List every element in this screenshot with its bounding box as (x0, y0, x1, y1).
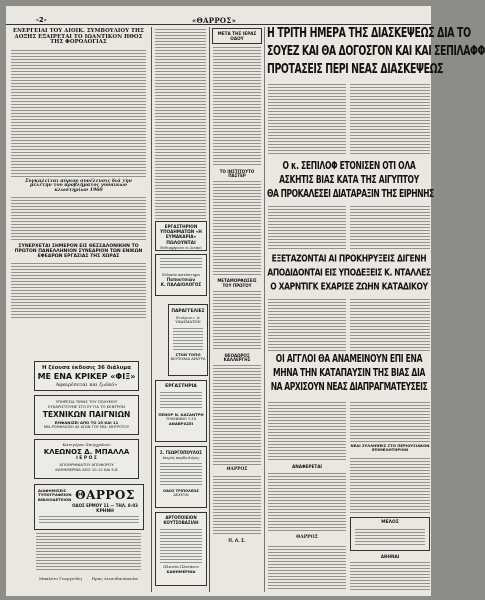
ad-text: ΟΔΟΣ ΤΡΙΠΟΛΕΩΣ (163, 489, 199, 493)
ad-fine-print (39, 516, 139, 525)
article-text (350, 562, 430, 590)
article-text (268, 546, 346, 590)
column-rule (151, 27, 152, 592)
ad-text: ΒΙΟΤΕΧΝΙΑ ΔΕΝΤΡΑ (170, 356, 206, 361)
third-subhead: ΜΕΤΑΜΟΡΦΩΣΕΙΣ ΤΟΥ ΠΡΩΤΟΥ (217, 278, 257, 288)
headline: ΑΣΚΗΤΙΣ ΒΙΑΣ ΚΑΤΑ ΤΗΣ ΑΙΓΥΠΤΟΥ (279, 173, 419, 186)
ad-fine-print (355, 529, 425, 545)
ad-text: ΠΕΝΟΡ Ν. ΚΑΣΑΝΤΡΗ (158, 412, 204, 417)
third-subhead: ΘΑΡΡΟΣ (226, 467, 248, 473)
ad-title: Κ. ΠΑΛΑΙΟΛΟΓΟΣ (160, 282, 202, 287)
main-headline: ΣΟΥΕΖ ΚΑΙ ΘΑ ΔΟΓΟΣΓΟΝ ΚΑΙ ΚΑΙ ΣΕΠΙΛΑΦΦ (267, 43, 485, 60)
left-subhead-2: ΣΥΝΕΡΧΕΤΑΙ ΣΗΜΕΡΟΝ ΕΙΣ ΘΕΣΣΑΛΟΝΙΚΗΝ ΤΟ ΠΡΩΤΟΝ ΠΑΝΕΛΛΗΝΙΟΝ ΣΥΝΕΔΡΙΟΝ ΤΩΝ ΕΝΙΚΩΝ ΕΦΕΔΡΩΝ ΕΡΓΑΣΙΑΣ ΤΗΣ ΧΩΡΑΣ (14, 244, 143, 259)
right-subhead: ΑΝΑΦΕΡΕΤΑΙ (292, 464, 322, 469)
article-text (213, 291, 261, 351)
ad-text: Ειδικόν κατάστημα (162, 272, 200, 277)
footer-text: Μπαλέτο Γεωργούλη Ώρας Λεωνιδαιόπουλα (39, 576, 138, 581)
ad-text: ΣΤΟΝ ΤΟΠΟ (175, 351, 201, 357)
ad-title: ΠΑΡΑΓΓΕΛΙΕΣ (171, 309, 205, 314)
article-text (11, 50, 146, 177)
ad-title: ΘΑΡΡΟΣ (75, 488, 135, 502)
notice-title: ΜΕΛΟΣ (381, 520, 399, 525)
notice-box (350, 517, 430, 551)
ad-fine-print (160, 258, 202, 270)
ad-title: Σ. ΓΕΩΡΓΟΠΟΥΛΟΣ (159, 450, 203, 455)
right-subhead: ΝΕΑΙ ΣΥΛΛΗΨΕΙΣ ΣΤΟ ΠΕΡΙΟΥΣΙΑΚΟΝ ΕΠΙΜΕΛΗΤΗΡΙΟΝ (350, 443, 430, 452)
article-text (350, 299, 430, 351)
page-header (6, 6, 431, 25)
article-text (350, 84, 430, 156)
ad-text: Παπουτσιών (166, 277, 196, 282)
article-text (350, 206, 430, 250)
ad-box (34, 484, 144, 530)
article-text (268, 299, 346, 351)
ad-title: ΤΕΧΝΙΚΩΝ ΠΑΙΓΝΙΩΝ (42, 410, 131, 419)
headline: ΕΞΕΤΑΖΟΝΤΑΙ ΑΙ ΠΡΟΚΗΡΥΞΕΙΣ ΔΙΓΕΝΗ (271, 252, 427, 265)
ad-box (155, 380, 207, 442)
ad-fine-print (160, 392, 202, 410)
ad-box (168, 304, 208, 376)
column-rule (209, 27, 210, 592)
ad-title: ΜΕ ΕΝΑ ΚΡΙΚΕΡ «ΦΙΞ» (37, 372, 136, 381)
page-number: -2- (36, 16, 47, 24)
ad-text: ΑΝΑΒΡΑΣΕΙ (168, 421, 194, 426)
article-text (350, 458, 430, 513)
ad-text: ΚΡΗΝΗ (96, 509, 114, 514)
ad-box (155, 446, 207, 508)
article-text (268, 206, 346, 250)
headline: ΘΑ ΠΡΟΚΑΛΕΣΕΙ ΔΙΑΤΑΡΑΞΙΝ ΤΗΣ ΕΙΡΗΝΗΣ (267, 187, 434, 200)
ad-text: ΤΗΛΕΦΩΝΟ 7-20 (165, 417, 197, 421)
left-subhead-1: Συγκαλείται αύριον συνέλευσις διά την μελέτην του προβλήματος γυναικών κλωστηρίων 1960 (25, 178, 132, 194)
headline: Ο κ. ΣΕΠΙΛΟΦ ΕΤΟΝΙΣΕΝ ΟΤΙ ΟΛΑ (282, 159, 416, 172)
article-text (350, 402, 430, 442)
ad-fine-print (160, 463, 202, 487)
ad-text: Αφαιρέσεται και ζωϊκό» (55, 382, 118, 388)
ad-text: ΕΜΦΑΝΙΖΕΙ ΑΠΟ ΤΟ 10 ΚΑΙ 11 (54, 420, 119, 425)
ad-text: ΑΓΙΟΘΡΗΝΙΑΤΟΥ ΑΠΟΦΟΡΟΥ (59, 462, 114, 467)
article-text (268, 84, 346, 156)
headline: ΟΙ ΑΓΓΛΟΙ ΘΑ ΑΝΑΜΕΙΝΟΥΝ ΕΠΙ ΕΝΑ (275, 352, 423, 365)
ad-text: ΕΥΧΑΡΙΣΤΟΥΜΕ ΣΤΟ ΕΥ ΓΙΑ ΤΟ ΚΕΝΤΡΟΝ (48, 404, 125, 409)
left-headline: ΕΝΕΡΓΕΙΑΙ ΤΟΥ ΔΙΟΙΚ. ΣΥΜΒΟΥΛΙΟΥ ΤΗΣ ΔΟΞΗΣ ΕΞΑΙΡΕΤΑΙ ΤΟ ΙΩΑΝΤΙΚΟΝ ΗΘΟΣ ΤΗΣ ΦΟΡΟΛΟΓΙΑΣ (12, 28, 145, 46)
third-subhead: ΘΕΟΔΩΡΟΣ ΚΑΛΛΕΡΓΗΣ (223, 352, 251, 362)
headline: ΜΗΝΑ ΤΗΝ ΚΑΤΑΠΑΥΣΙΝ ΤΗΣ ΒΙΑΣ ΔΙΑ (273, 366, 425, 379)
masthead: «ΘΑΡΡΟΣ» (192, 16, 237, 25)
ad-box (155, 512, 207, 586)
article-text (213, 476, 261, 536)
article-text (213, 365, 261, 465)
article-text (11, 263, 146, 319)
article-text (11, 197, 146, 242)
ad-box (34, 439, 139, 479)
ad-text: Η ζέουσα έκδοσις 36 διάλυμα (42, 365, 131, 371)
ad-title: ΑΡΤΟΠΟΙΕΙΟΝ ΚΟΥΤΣΟΒΑΣΙΛΗ (163, 515, 199, 525)
ad-text: Ιατρός καρδιολόγος (162, 456, 200, 460)
article-text (213, 181, 261, 276)
right-subhead: ΘΑΡΡΟΣ (296, 535, 318, 540)
ad-text: Ενδιαφέρουν οι λοιποί (160, 246, 202, 251)
ad-fine-print (173, 328, 203, 350)
ad-box (34, 395, 139, 435)
ad-text: Κατεγόρου Σπυγχρόνου (62, 442, 111, 447)
ad-box (34, 361, 139, 391)
article-text (268, 402, 346, 462)
ad-text: ΥΠΗΡΕΣΙΑ ΤΙΜΗΣ ΤΟΥ ΠΟΛΥΜΟΥ (55, 399, 118, 404)
headline: Ο ΧΑΡΝΤΙΓΚ ΕΧΑΡΙΣΕ ΖΩΗΝ ΚΑΤΑΔΙΚΟΥ (270, 280, 428, 293)
ad-text: Ετοίμων ι. & ΥΦΑΣΜΑΤΩΝ (175, 316, 201, 325)
ad-text: ΚΑΘΗΜΕΡΙΝΑ ΑΠΟ 10-12 ΚΑΙ 5-8 (55, 467, 118, 472)
main-headline: Η ΤΡΙΤΗ ΗΜΕΡΑ ΤΗΣ ΔΙΑΣΚΕΨΕΩΣ ΔΙΑ ΤΟ (267, 25, 471, 42)
article-text (155, 29, 206, 219)
ad-text: Πλατεία Πλατάνου (163, 564, 199, 569)
ad-text: ΔΕΧΕΤΑΙ (173, 493, 189, 497)
ad-text: ΠΩΛΟΥΝΤΑΙ (166, 241, 196, 247)
third-footer: Π. Λ. Σ. (228, 537, 246, 543)
ad-box (155, 221, 207, 251)
ad-text: ΚΑΘΗΜΕΡΙΝΑ (166, 568, 196, 574)
headline: ΑΠΟΔΙΔΟΝΤΑΙ ΕΙΣ ΥΠΟΔΕΞΕΙΣ Κ. ΝΤΑΛΛΕΣ (267, 266, 431, 279)
newspaper-page (6, 6, 485, 596)
headline-block-4 (267, 353, 431, 399)
ad-box (155, 254, 207, 296)
article-text (268, 473, 346, 533)
headline: ΝΑ ΑΡΧΙΣΟΥΝ ΝΕΑΣ ΔΙΑΠΡΑΓΜΑΤΕΥΣΕΙΣ (270, 380, 428, 393)
article-text (36, 533, 141, 571)
third-column (211, 27, 263, 592)
headline-block-3 (267, 253, 431, 297)
column-rule (264, 27, 265, 592)
ad-title: ΕΡΓΑΣΤΗΡΙΟΝ ΥΠΟΔΗΜΑΤΩΝ «Η ΕΥΜΑΚΑΡΙΑ» (160, 224, 202, 239)
ad-text: ΜΙΧ.ΡΟΜΗΛΙΟΣΗ 40 ΑΓΩΝ ΤΟΥ ΜΙΧ. ΜΗΤΡΟΤΟΥ (43, 425, 130, 429)
ad-title: ΕΡΓΑΣΤΗΡΙΑ (165, 384, 197, 389)
ad-title: ΚΛΕΩΝΟΣ Δ. ΜΠΑΛΛΑ (43, 448, 130, 456)
third-subhead: ΤΟ ΙΝΣΤΙΤΟΥΤΟ ΠΑΣΤΕΡ (219, 169, 255, 179)
headline-block-2 (267, 159, 434, 204)
right-subhead: ΑΘΗΝΑΙ (380, 554, 400, 559)
main-headline-block (267, 25, 485, 82)
main-headline: ΠΡΟΤΑΣΕΙΣ ΠΕΡΙ ΝΕΑΣ ΔΙΑΣΚΕΨΕΩΣ (267, 61, 444, 78)
third-box-title: ΜΕΤΑ ΤΗΣ ΙΕΡΑΣ ΟΔΟΥ (212, 28, 262, 44)
ad-fine-print (160, 529, 202, 563)
ad-text: ΟΔΟΣ ΕΡΜΟΥ 11 — ΤΗΛ. 8-03 (72, 503, 138, 508)
article-text (213, 47, 261, 167)
ad-text: Ι Ε Ρ Ο Σ (76, 456, 97, 461)
ad-text: ΔΙΑΦΗΜΙΣΕΙΣ ΤΥΠΟΓΡΑΦΕΙΟΝ ΒΙΒΛΙΟΔΕΤΕΙΟΝ (38, 488, 72, 502)
